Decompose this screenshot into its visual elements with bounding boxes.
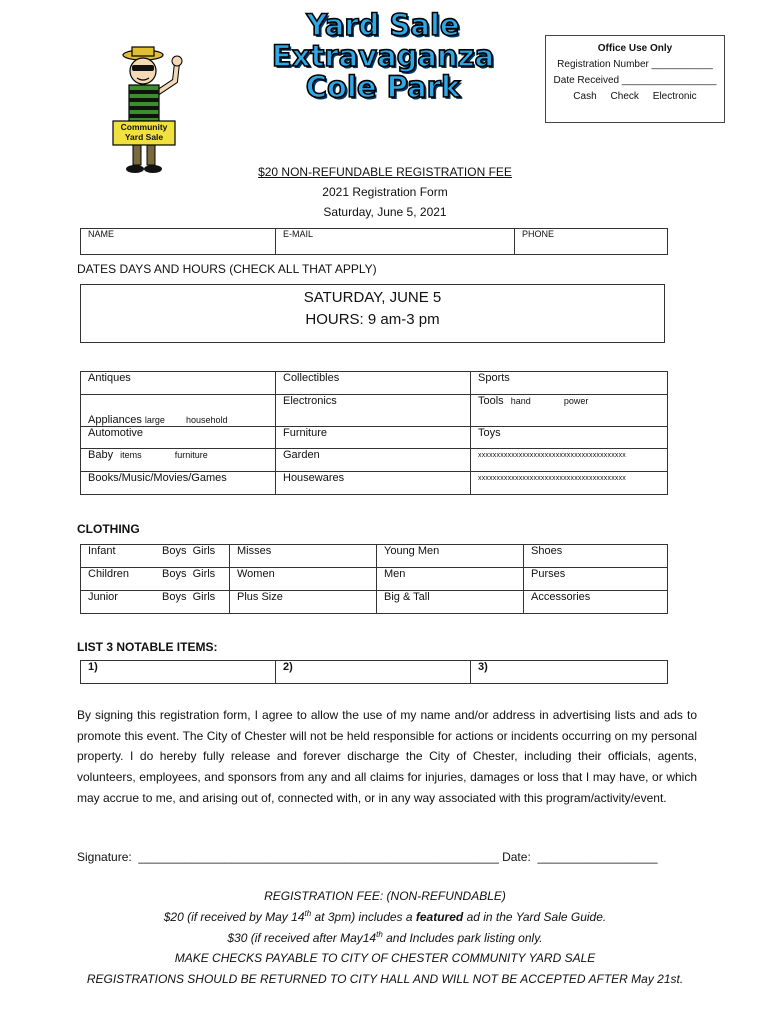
category-electronics[interactable]: Electronics (276, 395, 471, 427)
category-books[interactable]: Books/Music/Movies/Games (81, 472, 276, 495)
category-automotive[interactable]: Automotive (81, 427, 276, 449)
filler-text-1: xxxxxxxxxxxxxxxxxxxxxxxxxxxxxxxxxxxxxxxx (478, 452, 626, 459)
clothing-junior[interactable]: Junior (81, 591, 156, 614)
fee-20-part-a: $20 (if received by May 14 (163, 910, 305, 924)
title-line-3: Cole Park (305, 70, 461, 104)
fee-30-part-b: and Includes park listing only. (382, 931, 543, 945)
dates-label: DATES DAYS AND HOURS (CHECK ALL THAT APPLY) (77, 262, 377, 276)
clothing-infant[interactable]: Infant (81, 545, 156, 568)
clothing-men[interactable]: Men (377, 568, 524, 591)
baby-items: items (120, 450, 142, 460)
tools-power: power (563, 396, 589, 406)
mascot-sign-line-1: Community (120, 122, 168, 132)
notable-item-1[interactable]: 1) (81, 661, 276, 684)
clothing-shoes[interactable]: Shoes (524, 545, 668, 568)
category-garden[interactable]: Garden (276, 449, 471, 472)
signature-line[interactable]: Signature: ______________________________________________________ Date: __________________ (77, 850, 658, 864)
fee-20-part-c: ad in the Yard Sale Guide. (463, 910, 607, 924)
fee-20-sup: th (304, 909, 312, 918)
filler-text-2: xxxxxxxxxxxxxxxxxxxxxxxxxxxxxxxxxxxxxxxx (478, 475, 626, 482)
event-date-heading: Saturday, June 5, 2021 (323, 205, 447, 219)
appliances-household: household (185, 415, 228, 425)
footer-fee-30 (0, 930, 770, 945)
date-received-field[interactable]: Date Received _________________ (553, 75, 717, 86)
email-field[interactable] (276, 229, 515, 255)
clothing-misses[interactable]: Misses (230, 545, 377, 568)
notable-item-2[interactable]: 2) (276, 661, 471, 684)
saturday-option-box[interactable] (80, 284, 665, 343)
email-label: E-MAIL (283, 229, 314, 239)
filler-cell-2 (471, 472, 668, 495)
footer-return-deadline: REGISTRATIONS SHOULD BE RETURNED TO CITY HALL AND WILL NOT BE ACCEPTED AFTER May 21st. (86, 972, 684, 986)
clothing-purses[interactable]: Purses (524, 568, 668, 591)
clothing-young-men[interactable]: Young Men (377, 545, 524, 568)
category-toys[interactable]: Toys (471, 427, 668, 449)
saturday-hours: HOURS: 9 am-3 pm (305, 311, 440, 328)
category-collectibles[interactable]: Collectibles (276, 372, 471, 395)
name-label: NAME (88, 229, 115, 239)
name-field[interactable] (81, 229, 276, 255)
notable-item-3[interactable]: 3) (471, 661, 668, 684)
footer-checks-payable: MAKE CHECKS PAYABLE TO CITY OF CHESTER COMMUNITY YARD SALE (174, 951, 596, 965)
mascot-illustration (105, 45, 190, 177)
fee-20-part-b: at 3pm) includes a (311, 910, 416, 924)
office-use-title: Office Use Only (597, 43, 673, 54)
baby-label: Baby (88, 449, 114, 461)
clothing-heading: CLOTHING (77, 522, 140, 536)
contact-table (80, 228, 668, 255)
category-appliances[interactable] (81, 395, 276, 427)
category-antiques[interactable]: Antiques (81, 372, 276, 395)
clothing-accessories[interactable]: Accessories (524, 591, 668, 614)
footer-fee-20 (0, 909, 770, 924)
appliances-label: Appliances (88, 414, 142, 426)
saturday-day: SATURDAY, JUNE 5 (303, 289, 442, 306)
registration-number-field[interactable]: Registration Number ___________ (557, 59, 713, 70)
fee-30-sup: th (376, 930, 383, 939)
tools-label: Tools (478, 395, 504, 407)
phone-field[interactable] (515, 229, 668, 255)
baby-furniture: furniture (174, 450, 208, 460)
mascot-sign-text (113, 122, 175, 142)
clothing-infant-gender[interactable]: Boys Girls (155, 545, 230, 568)
mascot-sign-line-2: Yard Sale (124, 132, 164, 142)
tools-hand: hand (510, 396, 531, 406)
category-sports[interactable]: Sports (471, 372, 668, 395)
category-furniture[interactable]: Furniture (276, 427, 471, 449)
category-baby[interactable] (81, 449, 276, 472)
clothing-table (80, 544, 668, 614)
fee-30-part-a: $30 (if received after May14 (227, 931, 377, 945)
agreement-paragraph: By signing this registration form, I agree to allow the use of my name and/or address in advertising lists and ads to promote this event. The City of Chester will not be held responsible for actions or incidents occurring on my personal property. I do hereby fully release and forever discharge the City of Chester, including their officials, agents, volunteers, employees, and sponsors from any and all claims for injuries, damages or loss that I may have, or which may accrue to me, and arising out of, connected with, or in any way associated with this program/activity/event. (77, 708, 697, 805)
title-line-2: Extravaganza (271, 39, 495, 73)
fee-20-featured: featured (415, 910, 464, 924)
title-line-1: Yard Sale (306, 8, 460, 42)
clothing-junior-gender[interactable]: Boys Girls (155, 591, 230, 614)
form-heading: 2021 Registration Form (322, 185, 448, 199)
notable-items-table (80, 660, 668, 684)
clothing-children-gender[interactable]: Boys Girls (155, 568, 230, 591)
office-use-box (545, 35, 725, 123)
phone-label: PHONE (522, 229, 555, 239)
fee-heading: $20 NON-REFUNDABLE REGISTRATION FEE (258, 165, 512, 179)
appliances-large: large (144, 415, 165, 425)
event-title (258, 10, 508, 103)
clothing-big-tall[interactable]: Big & Tall (377, 591, 524, 614)
clothing-women[interactable]: Women (230, 568, 377, 591)
notable-items-heading: LIST 3 NOTABLE ITEMS: (77, 640, 218, 654)
category-housewares[interactable]: Housewares (276, 472, 471, 495)
filler-cell-1 (471, 449, 668, 472)
payment-methods[interactable]: Cash Check Electronic (573, 91, 697, 102)
clothing-children[interactable]: Children (81, 568, 156, 591)
footer-fee-title: REGISTRATION FEE: (NON-REFUNDABLE) (264, 889, 506, 903)
category-tools[interactable] (471, 395, 668, 427)
clothing-plus-size[interactable]: Plus Size (230, 591, 377, 614)
categories-table (80, 371, 668, 495)
